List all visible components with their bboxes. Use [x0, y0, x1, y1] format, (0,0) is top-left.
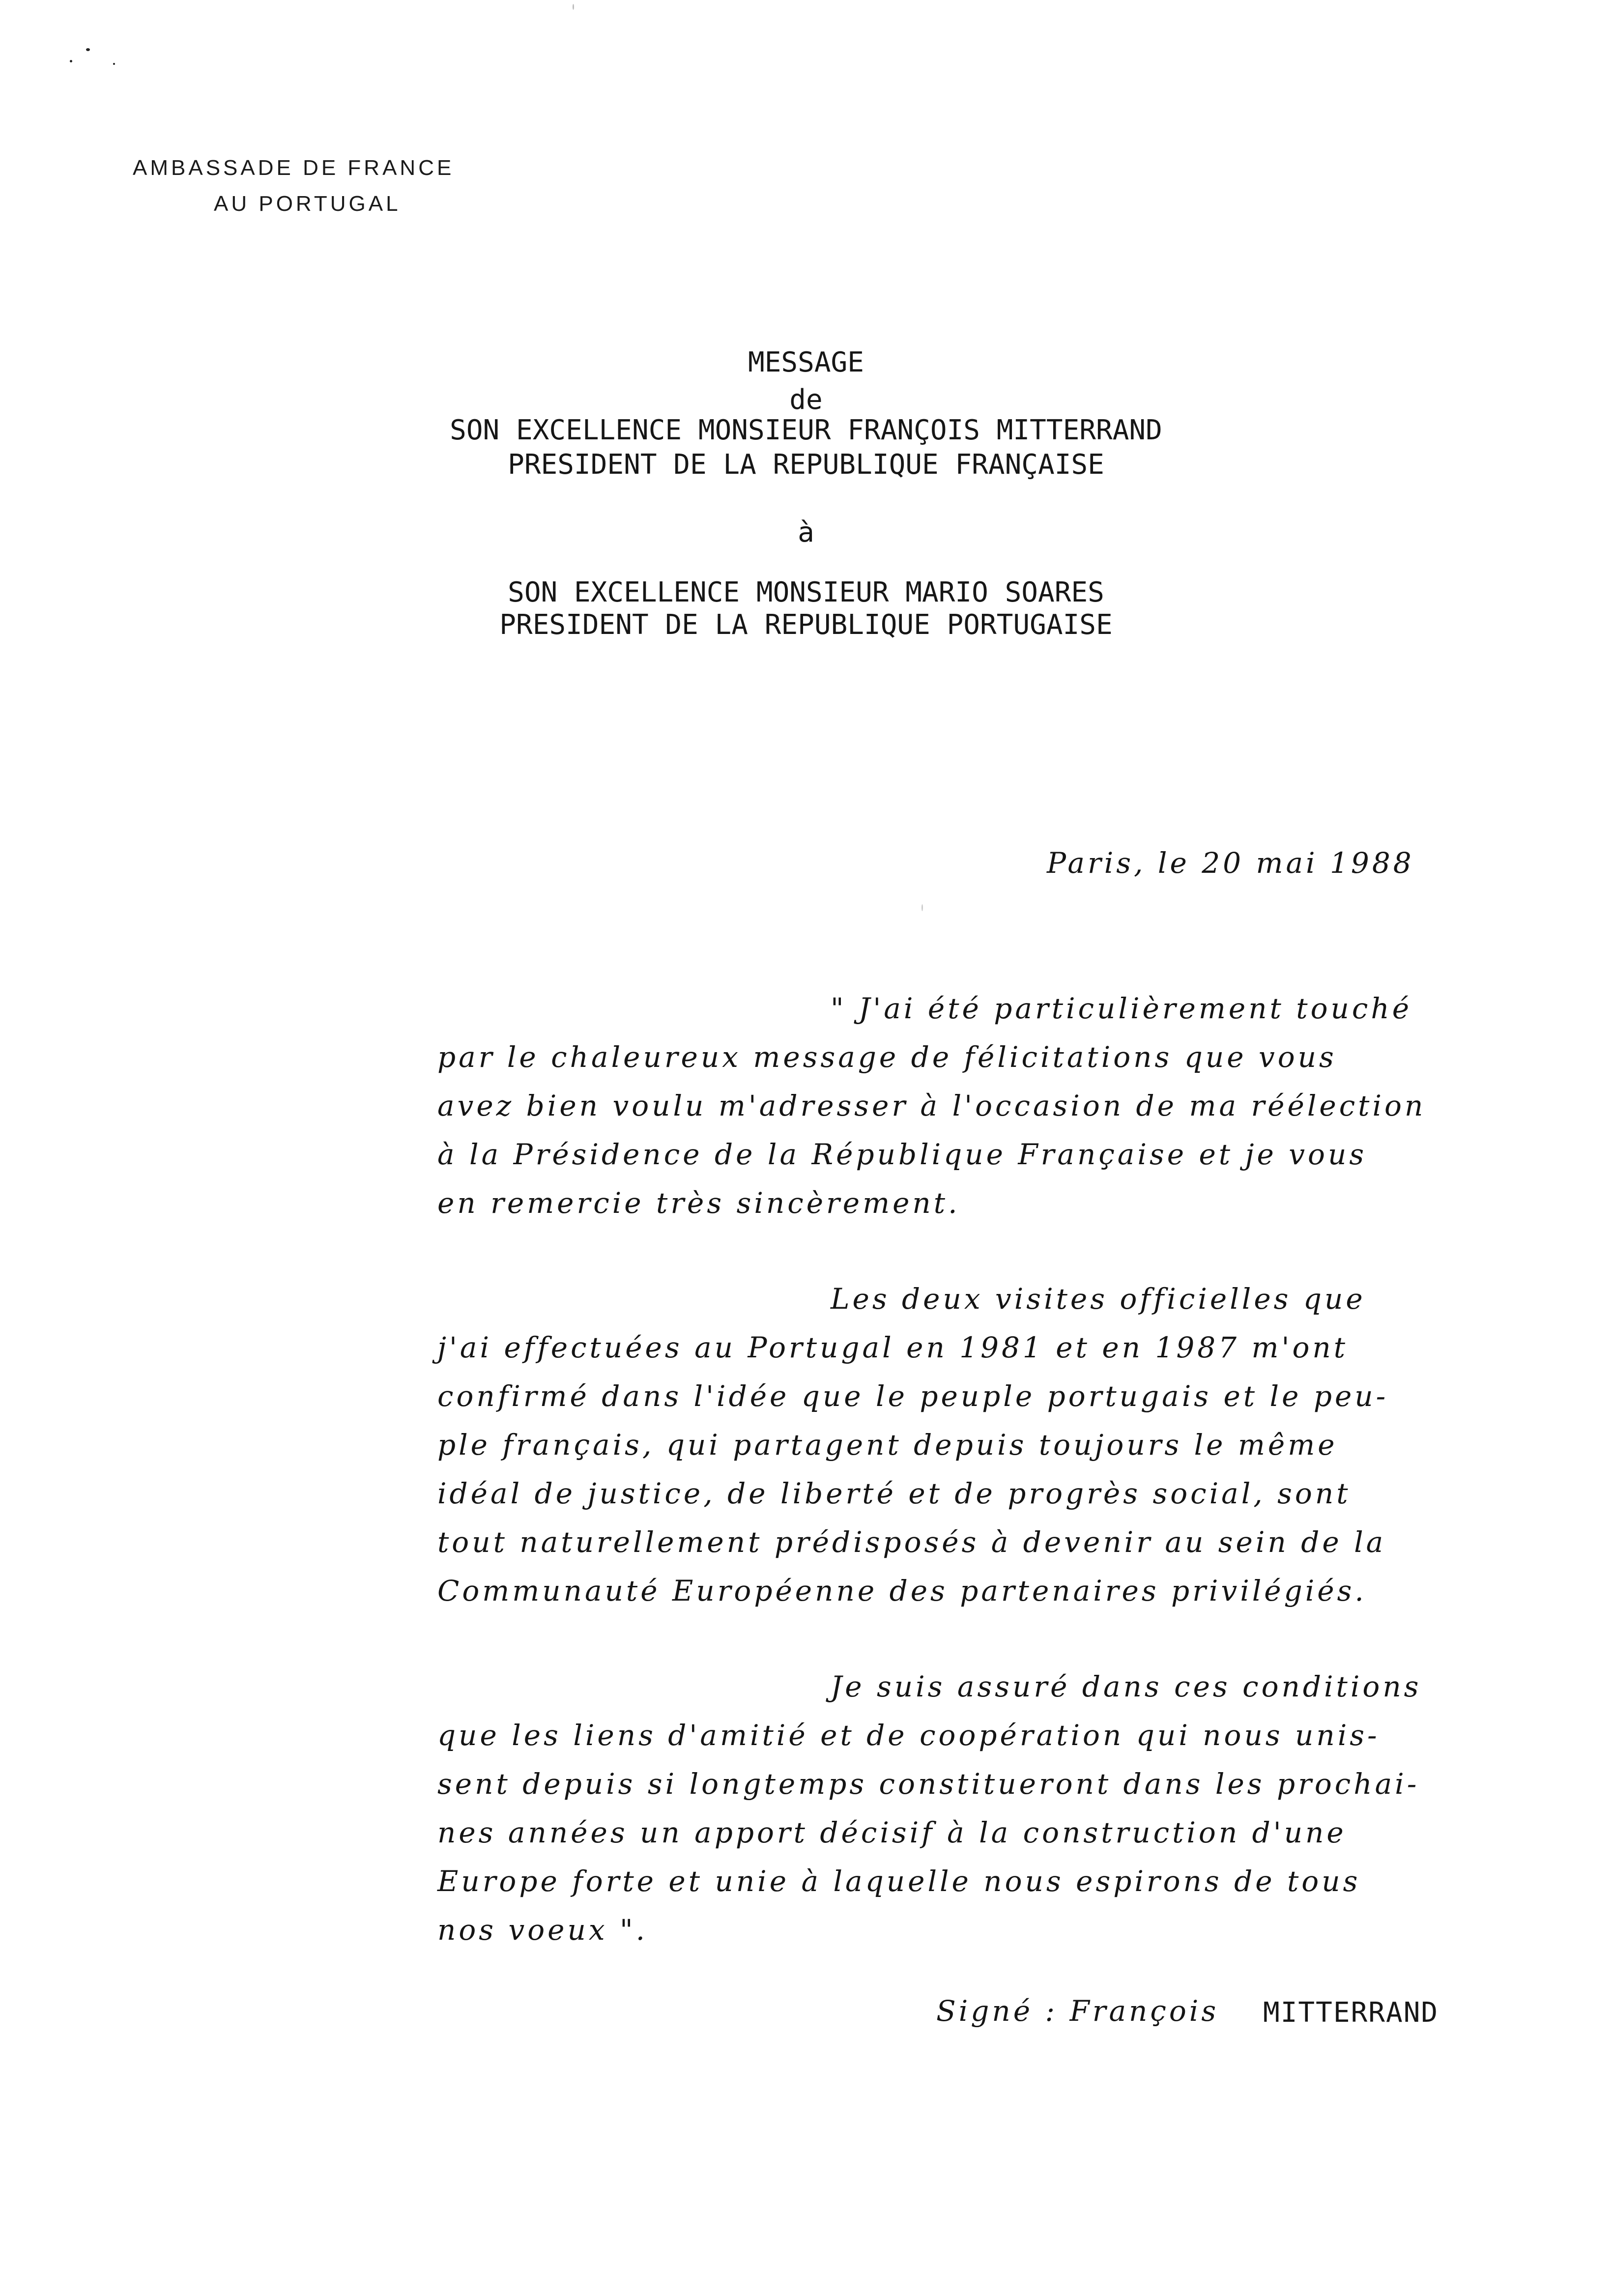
signature-name: MITTERRAND [1263, 1997, 1439, 2029]
scan-speck [921, 904, 923, 911]
recipient-line-2: PRESIDENT DE LA REPUBLIQUE PORTUGAISE [499, 609, 1113, 641]
scan-speck [86, 48, 90, 51]
body-line: que les liens d'amitié et de coopération qui nous unis- [437, 1719, 1380, 1752]
body-line: Je suis assuré dans ces conditions [831, 1670, 1422, 1703]
body-line: nos voeux ". [437, 1913, 648, 1947]
de-label: de [789, 384, 823, 416]
scan-speck [70, 60, 72, 62]
body-line: par le chaleureux message de félicitations que vous [437, 1040, 1337, 1074]
body-line: " J'ai été particulièrement touché [831, 992, 1412, 1025]
body-line: avez bien voulu m'adresser à l'occasion de ma réélection [437, 1089, 1426, 1122]
sender-line-1: SON EXCELLENCE MONSIEUR FRANÇOIS MITTERRAND [450, 414, 1162, 446]
body-line: en remercie très sincèrement. [437, 1186, 960, 1220]
body-line: ple français, qui partagent depuis toujours le même [437, 1428, 1338, 1462]
body-line: confirmé dans l'idée que le peuple portugais et le peu- [437, 1379, 1389, 1413]
signature-prefix: Signé : François [936, 1994, 1219, 2028]
body-line: tout naturellement prédisposés à devenir au sein de la [437, 1525, 1386, 1559]
message-title: MESSAGE [748, 346, 864, 378]
body-line: sent depuis si longtemps constitueront dans les prochai- [437, 1767, 1420, 1801]
letterhead-line-2: AU PORTUGAL [214, 192, 401, 216]
body-line: à la Présidence de la République Française et je vous [437, 1138, 1367, 1171]
recipient-line-1: SON EXCELLENCE MONSIEUR MARIO SOARES [508, 576, 1104, 608]
body-line: idéal de justice, de liberté et de progrès social, sont [437, 1477, 1351, 1510]
body-line: Les deux visites officielles que [831, 1282, 1366, 1316]
body-line: nes années un apport décisif à la construction d'une [437, 1816, 1347, 1849]
scan-speck [113, 63, 115, 65]
sender-line-2: PRESIDENT DE LA REPUBLIQUE FRANÇAISE [508, 449, 1104, 481]
a-label: à [798, 517, 814, 548]
letterhead-line-1: AMBASSADE DE FRANCE [133, 156, 455, 180]
body-line: j'ai effectuées au Portugal en 1981 et en 1987 m'ont [437, 1331, 1349, 1364]
scan-speck [573, 4, 574, 10]
date-line: Paris, le 20 mai 1988 [1047, 846, 1414, 880]
body-line: Communauté Européenne des partenaires privilégiés. [437, 1574, 1367, 1607]
body-line: Europe forte et unie à laquelle nous espirons de tous [437, 1865, 1361, 1898]
